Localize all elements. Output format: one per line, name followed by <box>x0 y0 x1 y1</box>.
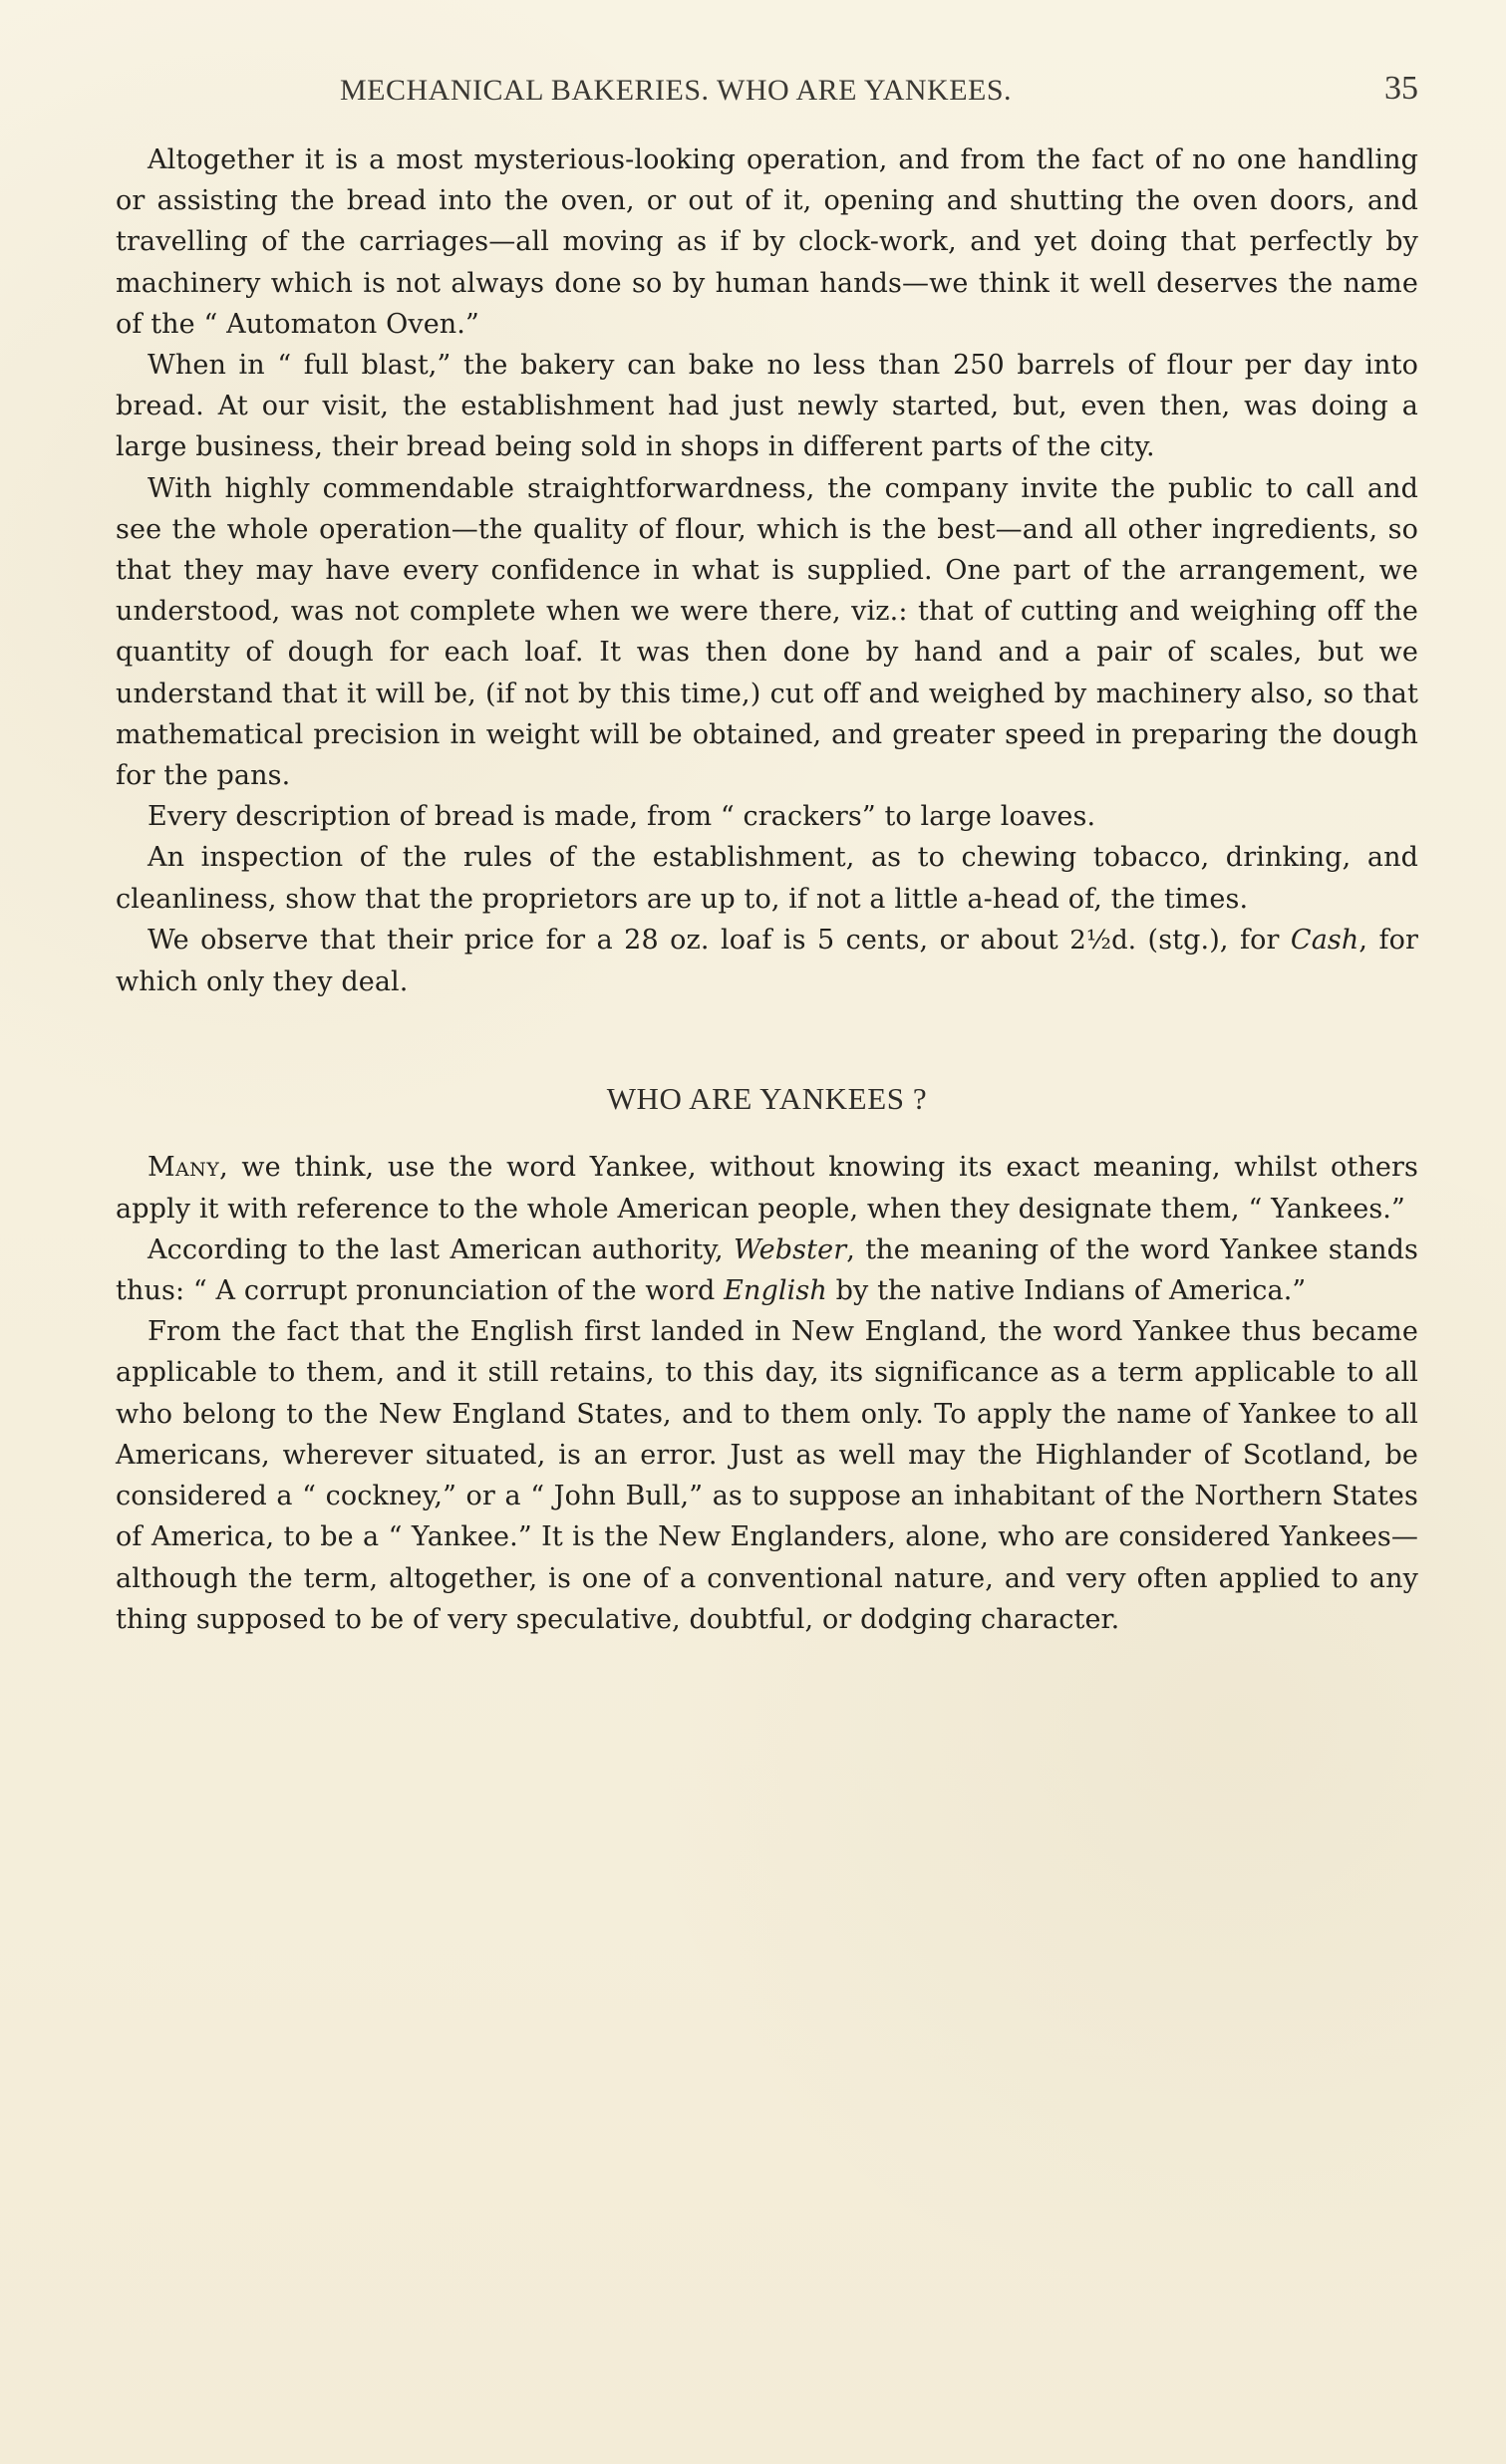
page-number: 35 <box>1384 70 1418 107</box>
webster-term: Webster <box>734 1233 847 1265</box>
paragraph-bakery-capacity: When in “ full blast,” the bakery can bake no less than 250 barrels of flour per day into bread. At our visit, the establishment had just newly started, but, even then, was doing a large business, their bread being sold in shops in different parts of the city. <box>116 350 1418 463</box>
paragraph-bread-price <box>116 920 1418 1002</box>
english-term: English <box>724 1275 827 1307</box>
bread-price-fraction: 2½d. <box>1069 925 1137 956</box>
yankee-meaning-text: , we think, use the word Yankee, without knowing its exact meaning, whilst others apply it with reference to the whole American people, when they designate them, “ Yankees.” <box>116 1152 1418 1225</box>
paragraph-yankee-meaning <box>116 1147 1418 1229</box>
webster-text-start: According to the last American authority, <box>148 1233 734 1265</box>
page-text <box>116 139 1418 1640</box>
bread-price-text-start: We observe that their price for a 28 oz. loaf is 5 cents, or about <box>148 924 1070 956</box>
running-header <box>116 70 1418 116</box>
webster-text-end: by the native Indians of America.” <box>826 1275 1307 1307</box>
paragraph-public-invitation: With highly commendable straightforwardness, the company invite the public to call and see the whole operation—the quality of flour, which is the best—and all other ingredients, so that they may have every confidence in what is supplied. One part of the arrangement, we understood, was not complete when we were there, viz.: that of cutting and weighing off the quantity of dough for each loaf. It was then done by hand and a pair of scales, but we understand that it will be, (if not by this time,) cut off and weighed by machinery also, so that mathematical precision in weight will be obtained, and greater speed in preparing the dough for the pans. <box>116 472 1418 792</box>
bread-price-text-end: , for which only they deal. <box>116 924 1419 998</box>
paragraph-establishment-rules: An inspection of the rules of the establishment, as to chewing tobacco, drinking, and cleanliness, show that the proprietors are up to, if not a little a-head of, the times. <box>116 842 1418 915</box>
webster-text-middle: , the meaning of the word Yankee stands thus: “ A corrupt pronunciation of the word <box>116 1233 1418 1307</box>
paragraph-webster-definition <box>116 1230 1418 1311</box>
section-title: WHO ARE YANKEES ? <box>606 1081 928 1117</box>
cash-term: Cash <box>1290 924 1359 956</box>
running-title: MECHANICAL BAKERIES. WHO ARE YANKEES. <box>340 74 1013 107</box>
paragraph-new-england-usage: From the fact that the English first landed in New England, the word Yankee thus became applicable to them, and it still retains, to this day, its significance as a term applicable to all who belong to the New England States, and to them only. To apply the name of Yankee to all Americans, wherever situated, is an error. Just as well may the Highlander of Scotland, be considered a “ cockney,” or a “ John Bull,” as to suppose an inhabitant of the Northern States of America, to be a “ Yankee.” It is the New Englanders, alone, who are considered Yankees—although the term, altogether, is one of a conventional nature, and very often applied to any thing supposed to be of very speculative, doubtful, or dodging character. <box>116 1316 1418 1635</box>
paragraph-automaton-oven: Altogether it is a most mysterious-looking operation, and from the fact of no one handling or assisting the bread into the oven, or out of it, opening and shutting the oven doors, and travelling of the carriages—all moving as if by clock-work, and yet doing that perfectly by machinery which is not always done so by human hands—we think it well deserves the name of the “ Automaton Oven.” <box>116 144 1418 340</box>
lead-word: Many <box>148 1152 220 1184</box>
paragraph-bread-varieties: Every description of bread is made, from “ crackers” to large loaves. <box>148 801 1096 833</box>
bread-price-text-middle: (stg.), for <box>1136 924 1291 956</box>
